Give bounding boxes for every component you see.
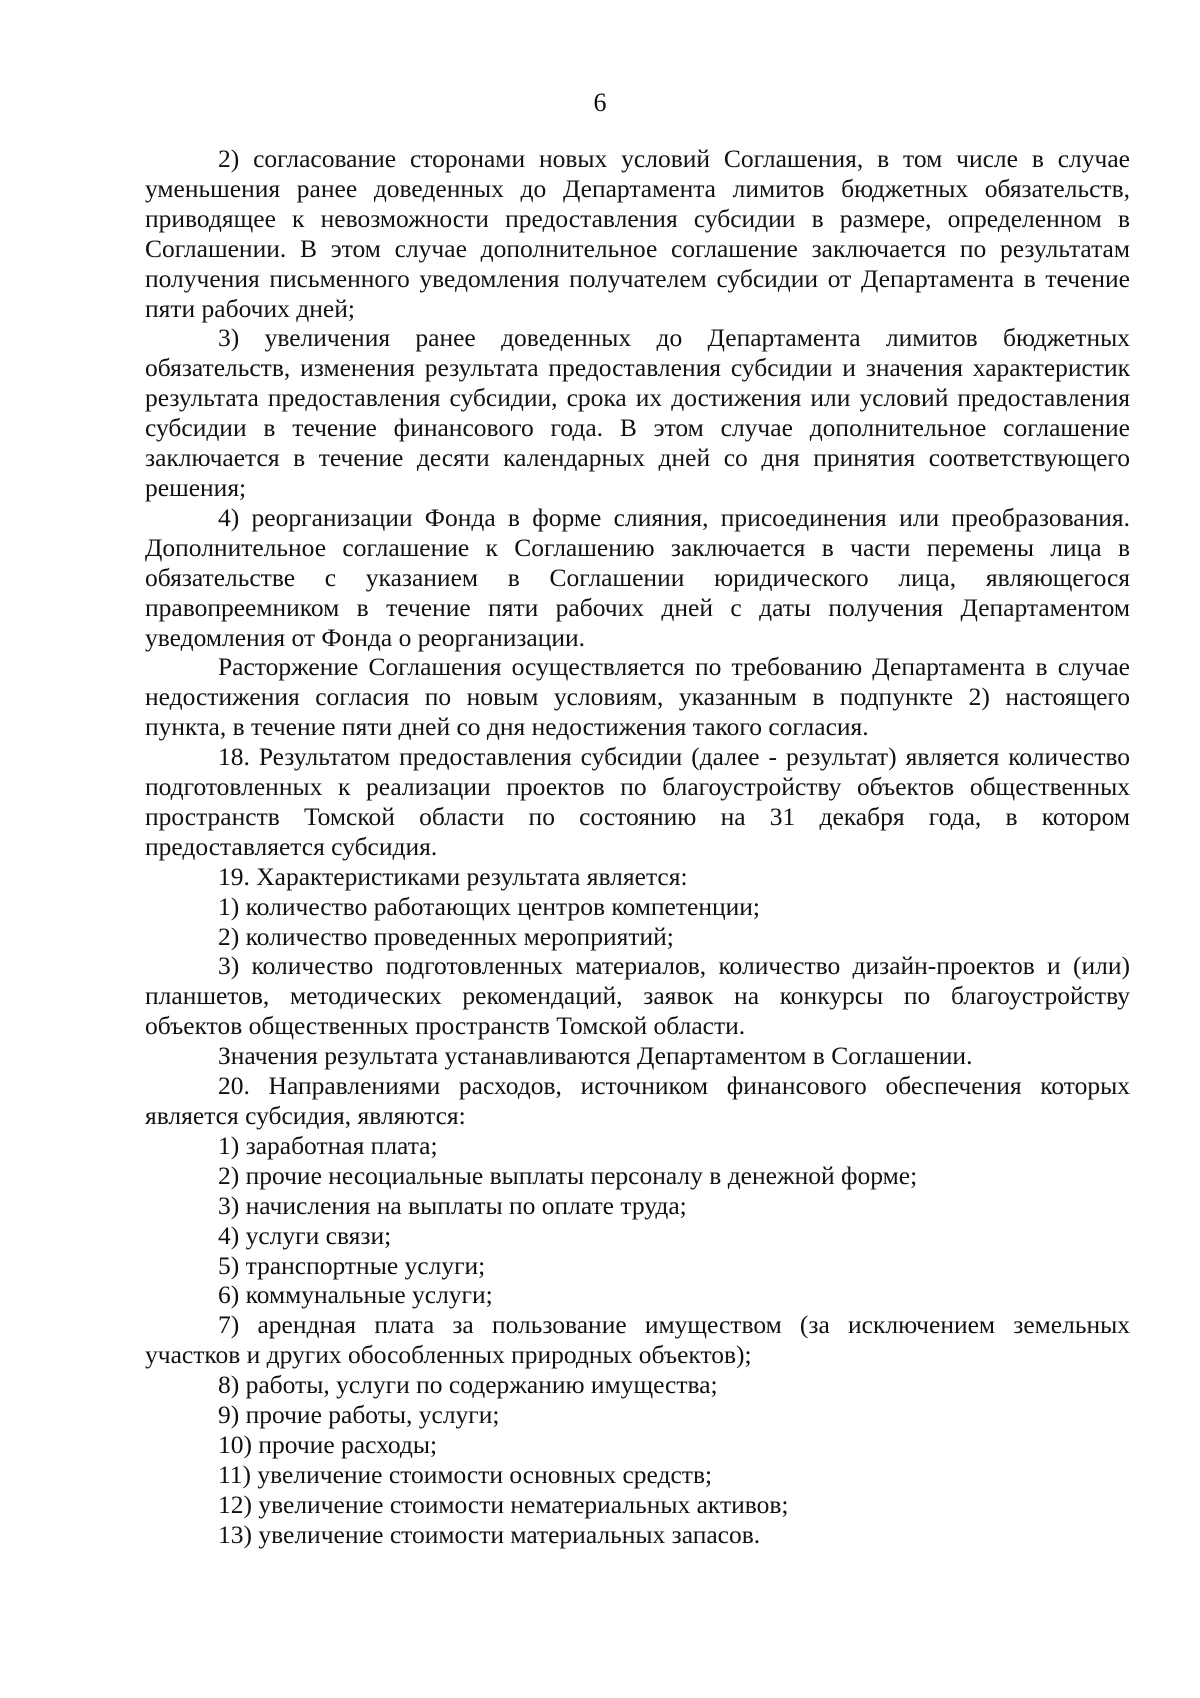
paragraph: Расторжение Соглашения осуществляется по требованию Департамента в случае недостижения согласия по новым условиям, указанным в подпункте 2) настоящего пункта, в течение пяти дней со дня недостижения такого согласия. [145,652,1130,742]
list-item: 6) коммунальные услуги; [218,1280,493,1310]
page-number: 6 [593,88,607,117]
list-item: 12) увеличение стоимости нематериальных активов; [218,1489,789,1519]
list-item: 2) прочие несоциальные выплаты персоналу в денежной форме; [218,1160,918,1190]
list-item: 8) работы, услуги по содержанию имущества; [218,1370,718,1400]
list-item: 1) заработная плата; [218,1130,438,1160]
list-item: 9) прочие работы, услуги; [218,1400,500,1430]
list-item: 5) транспортные услуги; [218,1250,486,1280]
paragraph: 20. Направлениями расходов, источником финансового обеспечения которых является субсидия, являются: [145,1071,1130,1130]
list-item: 3) начисления на выплаты по оплате труда; [218,1190,687,1220]
paragraph: 18. Результатом предоставления субсидии (далее - результат) является количество подготовленных к реализации проектов по благоустройству объектов общественных пространств Томской области по состоянию на 31 декабря года, в котором предоставляется субсидия. [145,742,1130,861]
document-body [145,144,1130,1550]
list-item: 11) увеличение стоимости основных средств; [218,1459,713,1489]
paragraph: 4) реорганизации Фонда в форме слияния, присоединения или преобразования. Дополнительное соглашение к Соглашению заключается в части перемены лица в обязательстве с указанием в Соглашении юридического лица, являющегося правопреемником в течение пяти рабочих дней с даты получения Департаментом уведомления от Фонда о реорганизации. [145,502,1130,652]
paragraph: Значения результата устанавливаются Департаментом в Соглашении. [218,1041,973,1071]
list-item: 3) количество подготовленных материалов, количество дизайн-проектов и (или) планшетов, методических рекомендаций, заявок на конкурсы по благоустройству объектов общественных пространств Томской области. [145,951,1130,1041]
list-item: 7) арендная плата за пользование имуществом (за исключением земельных участков и других обособленных природных объектов); [145,1310,1130,1370]
paragraph: 19. Характеристиками результата является: [218,861,688,891]
list-item: 2) количество проведенных мероприятий; [218,921,674,951]
list-item: 10) прочие расходы; [218,1429,438,1459]
paragraph: 2) согласование сторонами новых условий Соглашения, в том числе в случае уменьшения ранее доведенных до Департамента лимитов бюджетных обязательств, приводящее к невозможности предоставления субсидии в размере, определенном в Соглашении. В этом случае дополнительное соглашение заключается по результатам получения письменного уведомления получателем субсидии от Департамента в течение пяти рабочих дней; [145,144,1130,323]
list-item: 13) увеличение стоимости материальных запасов. [218,1519,761,1549]
list-item: 1) количество работающих центров компетенции; [218,891,760,921]
paragraph: 3) увеличения ранее доведенных до Департамента лимитов бюджетных обязательств, изменения результата предоставления субсидии и значения характеристик результата предоставления субсидии, срока их достижения или условий предоставления субсидии в течение финансового года. В этом случае дополнительное соглашение заключается в течение десяти календарных дней со дня принятия соответствующего решения; [145,323,1130,502]
list-item: 4) услуги связи; [218,1220,392,1250]
